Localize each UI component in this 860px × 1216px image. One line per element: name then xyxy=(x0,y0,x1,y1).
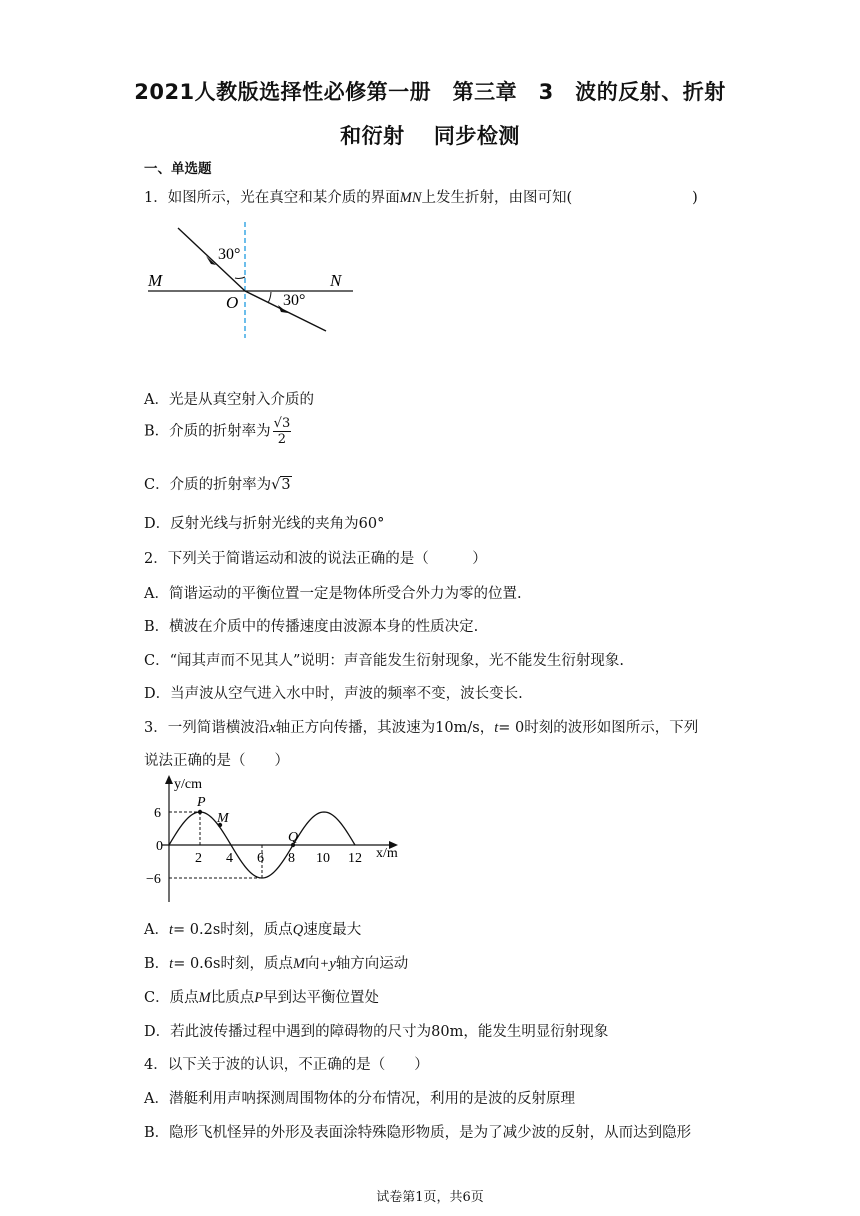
q1-option-b-den: 2 xyxy=(277,432,287,447)
q4-option-b: B．隐形飞机怪异的外形及表面涂特殊隐形物质，是为了减少波的反射，从而达到隐形 xyxy=(144,1125,692,1141)
section-heading: 一、单选题 xyxy=(144,161,212,177)
q3-option-a-prefix: A． xyxy=(144,922,169,938)
q4-option-a: A．潜艇利用声呐探测周围物体的分布情况，利用的是波的反射原理 xyxy=(144,1091,575,1107)
q3-option-a-t: t xyxy=(168,922,174,938)
angle-arc-top xyxy=(235,277,245,278)
q3-stem-eq: = 0 xyxy=(498,720,525,736)
label-O: O xyxy=(226,293,239,312)
q3-option-c-post: 早到达平衡位置处 xyxy=(263,990,380,1006)
q1-option-b-text: B．介质的折射率为 xyxy=(144,423,271,440)
q1-stem xyxy=(144,186,698,207)
q3-stem-line1 xyxy=(144,716,698,737)
q3-option-c-p: P xyxy=(254,990,264,1006)
q2-option-a: A．简谐运动的平衡位置一定是物体所受合外力为零的位置. xyxy=(144,586,522,602)
y-axis-label: y/cm xyxy=(174,777,202,792)
label-m: M xyxy=(217,811,229,826)
x-tick-8: 8 xyxy=(288,851,295,866)
q2-option-b: B．横波在介质中的传播速度由波源本身的性质决定. xyxy=(144,619,479,635)
q3-stem-x: x xyxy=(269,720,276,736)
label-N: N xyxy=(330,271,342,290)
angle-label-top: 30° xyxy=(218,246,241,263)
q4-stem: 4．以下关于波的认识，不正确的是（ ） xyxy=(144,1057,429,1073)
label-p: P xyxy=(197,795,206,810)
q3-option-c-mid: 比质点 xyxy=(210,990,255,1006)
y-tick-6: 6 xyxy=(154,806,161,821)
q3-stem-text: 3．一列简谐横波沿 xyxy=(144,720,270,736)
angle-label-bottom: 30° xyxy=(283,292,306,309)
q1-stem-text2: 上发生折射，由图可知( xyxy=(421,190,573,206)
label-q: Q xyxy=(288,830,299,845)
q3-option-b-mid: 时刻，质点 xyxy=(220,956,293,972)
q3-option-b-dir: +y xyxy=(319,956,336,972)
q1-stem-text: 1．如图所示，光在真空和某介质的界面 xyxy=(144,190,400,206)
q3-option-a-eq: = 0.2s xyxy=(173,922,221,938)
x-tick-2: 2 xyxy=(195,851,202,866)
q1-option-c-sqrt: √3 xyxy=(271,477,291,493)
q3-option-b-mid2: 向 xyxy=(305,956,320,972)
q3-option-b-eq: = 0.6s xyxy=(173,956,221,972)
q1-refraction-figure xyxy=(140,220,370,345)
q2-option-c: C．“闻其声而不见其人”说明：声音能发生衍射现象，光不能发生衍射现象. xyxy=(144,653,625,669)
q3-option-b-post: 轴方向运动 xyxy=(335,956,409,972)
x-tick-4: 4 xyxy=(226,851,233,866)
angle-arc-bottom xyxy=(268,292,271,303)
q1-option-d: D．反射光线与折射光线的夹角为60° xyxy=(144,516,385,532)
document-title-line1: 2021人教版选择性必修第一册 第三章 3 波的反射、折射 xyxy=(134,80,726,104)
x-axis-label: x/m xyxy=(376,846,398,861)
page-footer: 试卷第1页，共6页 xyxy=(376,1190,484,1205)
q1-option-b-fraction: $\frac{√3}{2}$ xyxy=(273,416,291,447)
q3-option-d: D．若此波传播过程中遇到的障碍物的尺寸为80m，能发生明显衍射现象 xyxy=(144,1024,609,1040)
q2-stem: 2．下列关于简谐运动和波的说法正确的是（ ） xyxy=(144,551,487,567)
q3-option-c-prefix: C．质点 xyxy=(144,990,199,1006)
q1-option-b xyxy=(144,416,293,447)
q1-stem-mn: MN xyxy=(399,190,422,206)
q3-option-b-prefix: B． xyxy=(144,956,170,972)
q1-option-c-text: C．介质的折射率为 xyxy=(144,477,272,493)
incident-arrow xyxy=(206,256,216,265)
q1-option-a: A．光是从真空射入介质的 xyxy=(144,392,314,408)
q3-option-c-m: M xyxy=(198,990,211,1006)
q3-stem-post: 时刻的波形如图所示，下列 xyxy=(524,720,699,736)
q3-option-a-post: 速度最大 xyxy=(303,922,362,938)
q3-stem-mid: 轴正方向传播，其波速为10m/s， xyxy=(275,720,495,736)
q1-option-c xyxy=(144,473,292,494)
y-axis-arrow xyxy=(165,775,173,784)
q3-option-c xyxy=(144,986,379,1007)
q1-stem-close: ) xyxy=(692,190,698,206)
q3-stem-line2: 说法正确的是（ ） xyxy=(144,753,289,769)
q3-option-a-mid: 时刻，质点 xyxy=(220,922,293,938)
q3-option-b-t: t xyxy=(169,956,174,972)
q1-option-c-rad: 3 xyxy=(281,477,291,493)
q2-option-d: D．当声波从空气进入水中时，声波的频率不变，波长变长. xyxy=(144,686,523,702)
point-p xyxy=(198,810,202,814)
q3-wave-graph xyxy=(140,772,410,907)
q3-stem-t: t xyxy=(494,720,499,736)
q3-option-a-q: Q xyxy=(292,922,304,938)
origin-label: 0 xyxy=(156,839,163,854)
x-tick-10: 10 xyxy=(316,851,330,866)
document-title-line2: 和衍射 同步检测 xyxy=(340,124,520,148)
q3-option-b-m: M xyxy=(292,956,306,972)
x-tick-6: 6 xyxy=(257,851,264,866)
q3-option-a xyxy=(144,918,361,939)
q3-option-b xyxy=(144,952,408,973)
y-tick-neg6: −6 xyxy=(146,872,161,887)
label-M: M xyxy=(148,271,163,290)
x-tick-12: 12 xyxy=(348,851,362,866)
q1-option-b-num: 3 xyxy=(281,416,291,431)
